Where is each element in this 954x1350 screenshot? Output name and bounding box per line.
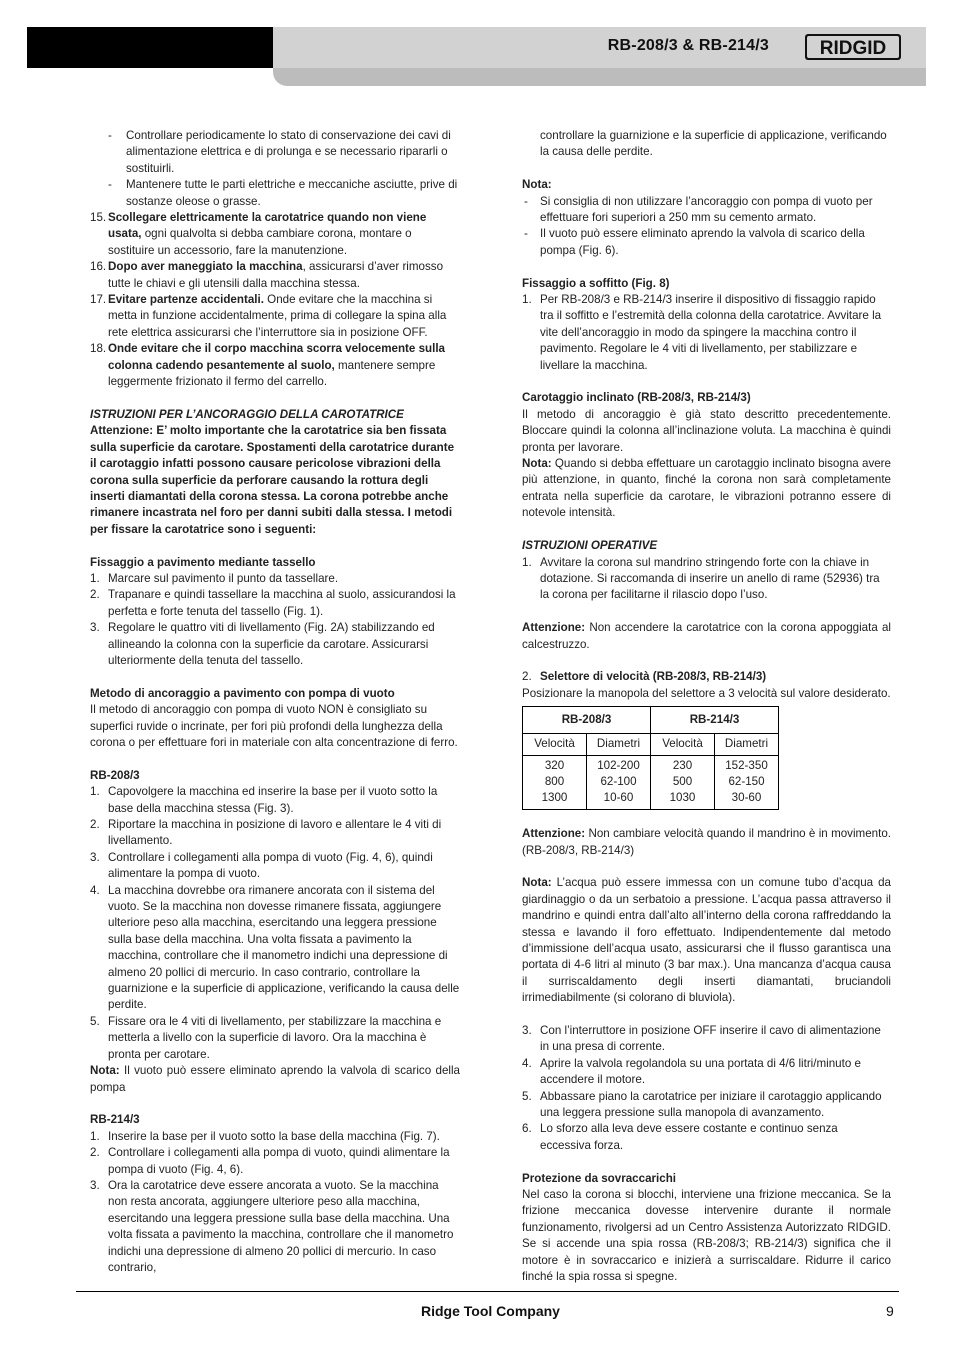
list-item: - Mantenere tutte le parti elettriche e meccaniche asciutte, prive di sostanze oleose o grasse. — [108, 178, 458, 208]
subsection-title: Fissaggio a soffitto (Fig. 8) — [522, 276, 670, 290]
list-item: 4. La macchina dovrebbe ora rimanere ancorata con il sistema del vuoto. Se la macchina non dovesse rimanere fissata, aggiungere ulteriore peso alla macchina, esercitando una leggera pressione sulla base della macchina. Una volta fissata a pavimento la macchina, controllare che il manometro indichi una depressione di almeno 20 pollici di mercurio. In caso contrario, controllare la guarnizione e la superficie di applicazione, verificando la causa delle perdite. — [90, 883, 460, 1012]
warning-paragraph: Attenzione: E’ molto importante che la carotatrice sia ben fissata sulla superficie da carotare. Spostamenti della carotatrice durante il carotaggio infatti possono causare pericolose vibrazioni della corona sulla superficie da perforare causando la rottura degli inserti diamantati della corona stessa. La corona potrebbe anche rimanere incastrata nel foro per danni subiti dalla stessa. I metodi per fissare la carotatrice sono i seguenti: — [90, 424, 455, 536]
list-item: 17. Evitare partenze accidentali. Onde evitare che la macchina si metta in funzione accidentalmente, prima di collegare la spina alla rete elettrica assicurarsi che l’interruttore sia in posizione OFF. — [90, 293, 447, 339]
subsection-title: RB-208/3 — [90, 768, 140, 782]
note-paragraph: Nota: Quando si debba effettuare un carotaggio inclinato bisogna avere più attenzione, in quanto, finché la corona non sarà completamente entrata nella superficie da carotare, le vibrazioni potranno essere di notevole intensità. — [522, 457, 891, 520]
table-cell: 230 — [672, 758, 693, 772]
warning-paragraph: Attenzione: Non cambiare velocità quando il mandrino è in movimento. (RB-208/3, RB-214/3) — [522, 827, 891, 857]
list-item: 1. Marcare sul pavimento il punto da tassellare. — [90, 571, 339, 585]
list-item: 1. Per RB-208/3 e RB-214/3 inserire il dispositivo di fissaggio rapido tra il soffitto e l’estremità della colonna della carotatrice. Avvitare la vite dell’ancoraggio in modo da spingere la macchina contro il pavimento. Regolare le 4 viti di livellamento, per stabilizzare e livellare la macchina. — [522, 293, 882, 372]
list-item: 2. Selettore di velocità (RB-208/3, RB-214/3) — [522, 670, 767, 684]
table-column-header: Velocità — [523, 734, 587, 755]
subsection-title: Carotaggio inclinato (RB-208/3, RB-214/3) — [522, 391, 751, 405]
list-item: 1. Avvitare la corona sul mandrino stringendo forte con la chiave in dotazione. Si raccomanda di inserire un anello di rame (52936) tra la corona per facilitarne il rilascio dopo l’uso. — [522, 555, 880, 602]
list-item: 2. Controllare i collegamenti alla pompa di vuoto, quindi alimentare la pompa di vuoto (Fig. 4, 6). — [90, 1146, 450, 1176]
subsection-title: Nota: — [522, 178, 552, 192]
header-grey-tab — [273, 68, 926, 86]
table-group-header: RB-208/3 — [523, 707, 651, 734]
list-item: 2. Trapanare e quindi tassellare la macchina al suolo, assicurandosi la perfetta e forte tenuta del tassello (Fig. 1). — [90, 588, 456, 618]
table-cell: 152-350 — [725, 758, 768, 772]
list-item: - Si consiglia di non utilizzare l’ancoraggio con pompa di vuoto per effettuare fori superiori a 250 mm su cemento armato. — [524, 194, 873, 225]
left-column — [90, 128, 460, 1276]
list-item: 6. Lo sforzo alla leva deve essere costante e continuo senza eccessiva forza. — [522, 1122, 838, 1152]
speed-table — [522, 706, 779, 810]
header-black-bar — [27, 27, 273, 68]
list-item: 3. Con l’interruttore in posizione OFF inserire il cavo di alimentazione in una presa di corrente. — [522, 1023, 881, 1054]
table-cell: 500 — [672, 774, 693, 788]
paragraph: Il metodo di ancoraggio è già stato descritto precedentemente. Bloccare quindi la colonna all’inclinazione voluta. La macchina è quindi pronta per lavorare. — [522, 407, 891, 454]
logo-text: RIDGID — [819, 38, 887, 59]
note-paragraph: Nota: Il vuoto può essere eliminato aprendo la valvola di scarico della pompa — [90, 1064, 460, 1094]
list-item: 18. Onde evitare che il corpo macchina scorra velocemente sulla colonna cadendo pesantemente al suolo, mantenere sempre leggermente frizionato il fermo del carrello. — [90, 342, 446, 389]
paragraph: Posizionare la manopola del selettore a 3 velocità sul valore desiderato. — [522, 686, 891, 700]
list-item: 1. Capovolgere la macchina ed inserire la base per il vuoto sotto la base della macchina stessa (Fig. 3). — [90, 785, 438, 815]
ridgid-logo — [805, 34, 901, 60]
list-item: 3. Ora la carotatrice deve essere ancorata a vuoto. Se la macchina non resta ancorata, aggiungere ulteriore peso alla macchina, esercitando una leggera pressione sulla base della macchina. Una volta fissata a pavimento la macchina, controllare che il manometro indichi una depressione di almeno 20 pollici di mercurio. In caso contrario, — [90, 1178, 454, 1274]
list-item: 15. Scollegare elettricamente la carotatrice quando non viene usata, ogni qualvolta si debba cambiare corona, montare o sostituire un accessorio, fare la manutenzione. — [90, 211, 427, 257]
note-paragraph: Nota: L’acqua può essere immessa con un comune tubo d’acqua da giardinaggio o da un serbatoio a pressione. L’acqua passa attraverso il mandrino e quindi entra dall’alto all’interno della corona raffreddando la stessa e lavando il foro effettuato. Indipendentemente dal metodo d’immissione dell’acqua usato, assicurarsi che il flusso garantisca una portata di 4-6 litri al minuto (3 bar max.). Una mancanza d’acqua causa il surriscaldamento degli inserti diamantati, bruciandoli irrimediabilmente (si colorano di bluviola). — [522, 876, 891, 1005]
right-column — [522, 128, 891, 1285]
list-item: 1. Inserire la base per il vuoto sotto la base della macchina (Fig. 7). — [90, 1129, 440, 1143]
page-number: 9 — [886, 1303, 894, 1319]
list-item: 3. Regolare le quattro viti di livellamento (Fig. 2A) stabilizzando ed allineando la colonna con la superficie da carotare. Assicurarsi ulteriormente della tenuta del tassello. — [90, 621, 435, 667]
list-item: - Controllare periodicamente lo stato di conservazione dei cavi di alimentazione elettrica e di prolunga e se necessario ripararli o sostituirli. — [108, 129, 451, 175]
subsection-title: Fissaggio a pavimento mediante tassello — [90, 555, 316, 569]
subsection-title: Protezione da sovraccarichi — [522, 1171, 677, 1185]
table-cell: 10-60 — [603, 791, 634, 805]
list-item: - Il vuoto può essere eliminato aprendo la valvola di scarico della pompa (Fig. 6). — [524, 227, 865, 257]
list-item: 16. Dopo aver maneggiato la macchina, assicurarsi d’aver rimosso tutte le chiavi e gli utensili dalla macchina stessa. — [90, 260, 444, 290]
table-cell: 1030 — [669, 791, 696, 805]
subsection-title: Metodo di ancoraggio a pavimento con pompa di vuoto — [90, 686, 395, 700]
list-item: 2. Riportare la macchina in posizione di lavoro e allentare le 4 viti di livellamento. — [90, 818, 442, 848]
table-cell: 62-150 — [728, 774, 765, 788]
document-title: RB-208/3 & RB-214/3 — [607, 37, 769, 54]
table-group-header: RB-214/3 — [651, 707, 779, 734]
table-column-header: Diametri — [587, 734, 651, 755]
table-cell: 102-200 — [597, 758, 640, 772]
list-item: 4. Aprire la valvola regolandola su una portata di 4/6 litri/minuto e accendere il motore. — [522, 1056, 861, 1087]
table-cell: 800 — [544, 774, 565, 788]
footer-divider — [76, 1291, 899, 1292]
section-title: ISTRUZIONI OPERATIVE — [522, 539, 658, 553]
section-title: ISTRUZIONI PER L’ANCORAGGIO DELLA CAROTATRICE — [90, 407, 404, 421]
table-cell: 1300 — [541, 791, 568, 805]
table-column-header: Velocità — [651, 734, 715, 755]
list-item: 5. Abbassare piano la carotatrice per iniziare il carotaggio applicando una leggera pressione sulla manopola di avanzamento. — [522, 1089, 882, 1120]
paragraph: controllare la guarnizione e la superficie di applicazione, verificando la causa delle perdite. — [540, 129, 887, 159]
paragraph: Il metodo di ancoraggio con pompa di vuoto NON è consigliato su superfici ruvide o incrinate, per fori più profondi della lunghezza della corona o per effettuare fori in materiale con alta concentrazione di ferro. — [90, 703, 458, 749]
table-cell: 30-60 — [731, 791, 762, 805]
table-cell: 62-100 — [600, 774, 637, 788]
table-cell: 320 — [544, 758, 565, 772]
paragraph: Nel caso la corona si blocchi, interviene una frizione meccanica. Se la frizione meccanica dovesse intervenire durante il normale funzionamento, rivolgersi ad un Centro Assistenza Autorizzato RIDGID. Se si accende una spia rossa (RB-208/3; RB-214/3) significa che il motore è in sovraccarico e inizierà a surriscaldare. Ridurre il carico finché la spia rossa si spegne. — [522, 1188, 891, 1284]
list-item: 5. Fissare ora le 4 viti di livellamento, per stabilizzare la macchina e metterla a livello con la superficie di lavoro. Ora la macchina è pronta per carotare. — [90, 1014, 442, 1061]
table-column-header: Diametri — [715, 734, 779, 755]
table-row — [523, 755, 779, 809]
footer-company: Ridge Tool Company — [421, 1303, 560, 1319]
list-item: 3. Controllare i collegamenti alla pompa di vuoto (Fig. 4, 6), quindi alimentare la pompa di vuoto. — [90, 850, 433, 881]
subsection-title: RB-214/3 — [90, 1113, 140, 1127]
warning-paragraph: Attenzione: Non accendere la carotatrice con la corona appoggiata al calcestruzzo. — [522, 621, 891, 651]
